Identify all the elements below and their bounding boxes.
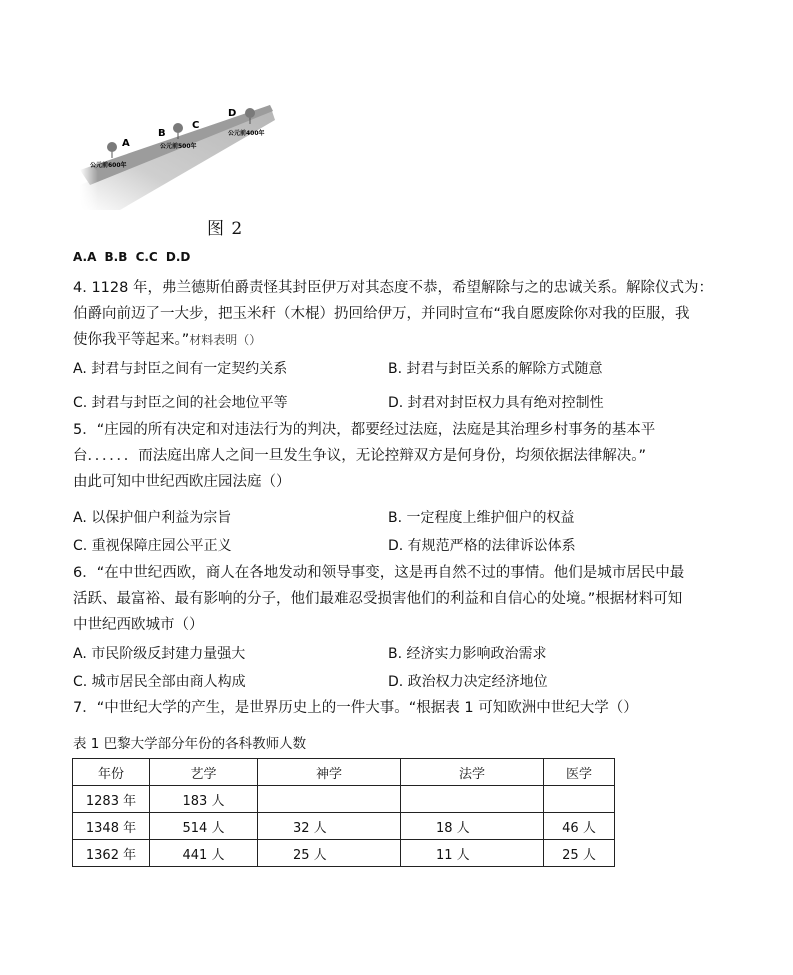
q5-line-2: 台．．．．．．而法庭出席人之间一旦发生争议，无论控辩双方是何身份，均须依据法律解决。” (73, 448, 647, 464)
question-5 (73, 417, 723, 495)
q5-line-1: 5．“庄园的所有决定和对违法行为的判决，都要经过法庭，法庭是其治理乡村事务的基本平 (73, 422, 656, 438)
q6-line-1: 6．“在中世纪西欧，商人在各地发动和领导事变，这是再自然不过的事情。他们是城市居民中最 (73, 565, 685, 581)
label-b: B (158, 128, 166, 139)
q4-line-1: 4. 1128 年，弗兰德斯伯爵责怪其封臣伊万对其态度不恭，希望解除与之的忠诚关系。解除仪式为： (73, 280, 713, 296)
table-cell (258, 786, 401, 813)
q4-line-2: 伯爵向前迈了一大步，把玉米秆（木棍）扔回给伊万，并同时宣布“我自愿废除你对我的臣服，我 (73, 306, 690, 322)
q6-line-2: 活跃、最富裕、最有影响的分子，他们最难忍受损害他们的利益和自信心的处境。”根据材料可知 (73, 591, 683, 607)
q4-option-b: B. 封君与封臣关系的解除方式随意 (388, 361, 603, 377)
timeline-figure (80, 95, 280, 210)
table-header-cell: 法学 (401, 759, 544, 786)
year-left: 公元前600年 (90, 162, 127, 169)
table-header-row (73, 759, 615, 786)
question-6 (73, 560, 723, 638)
q4-line-3-main: 使你我平等起来。” (73, 332, 190, 348)
marker-a (107, 142, 117, 158)
table-header-cell: 神学 (258, 759, 401, 786)
table-cell: 25 人 (544, 840, 615, 867)
year-mid: 公元前500年 (160, 143, 197, 150)
q3-options: A.A B.B C.C D.D (73, 250, 191, 264)
q5-option-c: C. 重视保障庄园公平正义 (73, 538, 232, 554)
q5-option-b: B. 一定程度上维护佃户的权益 (388, 510, 575, 526)
q4-option-c: C. 封君与封臣之间的社会地位平等 (73, 395, 288, 411)
table-cell (401, 786, 544, 813)
q6-line-3: 中世纪西欧城市（） (73, 617, 204, 633)
q6-option-a: A. 市民阶级反封建力量强大 (73, 646, 246, 662)
table-header-cell: 年份 (73, 759, 150, 786)
table-cell: 1362 年 (73, 840, 150, 867)
q6-option-b: B. 经济实力影响政治需求 (388, 646, 547, 662)
table-cell: 1283 年 (73, 786, 150, 813)
table-cell: 11 人 (401, 840, 544, 867)
table-header-cell: 艺学 (150, 759, 258, 786)
label-c: C (192, 120, 200, 131)
figure-caption: 图 2 (207, 219, 244, 239)
table-cell (544, 786, 615, 813)
q4-line-3-tail: 材料表明（） (189, 333, 262, 347)
label-a: A (122, 138, 130, 149)
q4-option-d: D. 封君对封臣权力具有绝对控制性 (388, 395, 604, 411)
table-cell: 46 人 (544, 813, 615, 840)
q5-option-a: A. 以保护佃户利益为宗旨 (73, 510, 232, 526)
question-7 (73, 695, 723, 721)
table-cell: 18 人 (401, 813, 544, 840)
q6-option-c: C. 城市居民全部由商人构成 (73, 674, 246, 690)
table-cell: 441 人 (150, 840, 258, 867)
table-cell: 32 人 (258, 813, 401, 840)
question-4 (73, 275, 723, 353)
q6-option-d: D. 政治权力决定经济地位 (388, 674, 548, 690)
table-header-cell: 医学 (544, 759, 615, 786)
table-row (73, 786, 615, 813)
label-d: D (228, 108, 237, 119)
table-cell: 514 人 (150, 813, 258, 840)
teachers-table (72, 758, 615, 867)
q5-line-3: 由此可知中世纪西欧庄园法庭（） (73, 474, 291, 490)
table-cell: 183 人 (150, 786, 258, 813)
q7-line-1: 7．“中世纪大学的产生，是世界历史上的一件大事。“根据表 1 可知欧洲中世纪大学（） (73, 700, 638, 716)
q5-option-d: D. 有规范严格的法律诉讼体系 (388, 538, 576, 554)
table-cell: 1348 年 (73, 813, 150, 840)
table-row (73, 840, 615, 867)
q4-line-3 (73, 327, 723, 353)
table-caption: 表 1 巴黎大学部分年份的各科教师人数 (73, 736, 307, 752)
year-right: 公元前400年 (228, 130, 265, 137)
q4-option-a: A. 封君与封臣之间有一定契约关系 (73, 361, 288, 377)
table-row (73, 813, 615, 840)
table-cell: 25 人 (258, 840, 401, 867)
timeline-illustration (80, 95, 280, 210)
